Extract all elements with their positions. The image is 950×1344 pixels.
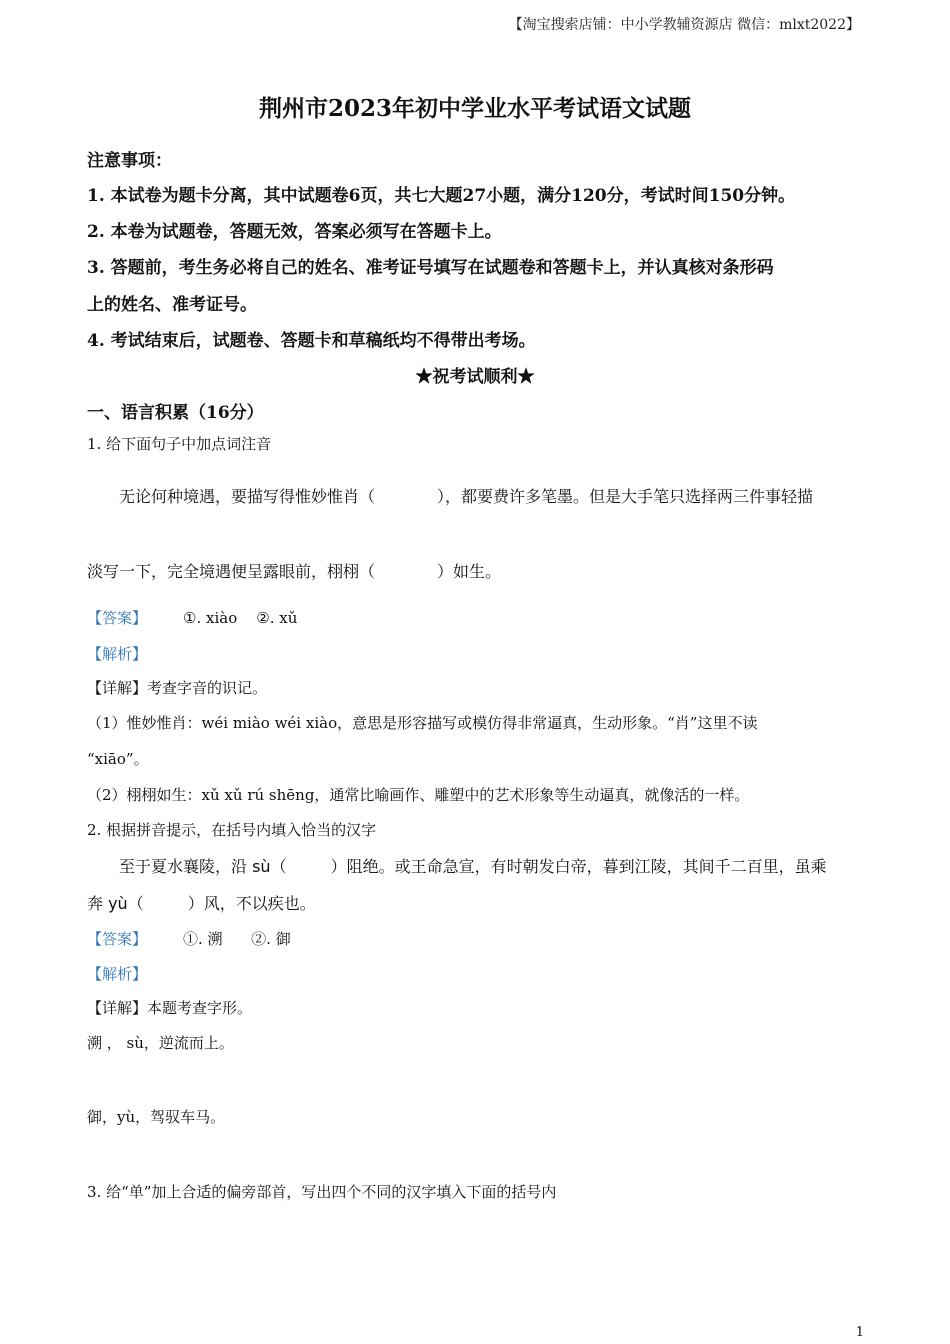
q1-text-part-a: 无论何种境遇，要描写得惟妙惟肖（ bbox=[119, 487, 376, 506]
q1-prompt: 1. 给下面句子中加点词注音 bbox=[87, 435, 272, 453]
q1-analysis-label: 【解析】 bbox=[87, 645, 148, 663]
q2-explain-2: 御，yù，驾驭车马。 bbox=[87, 1108, 226, 1126]
q2-text-part-a: 至于夏水襄陵，沿 sù（ bbox=[119, 857, 287, 876]
page-number: 1 bbox=[855, 1325, 864, 1340]
q1-text-part-b: ），都要费许多笔墨。但是大手笔只选择两三件事轻描 bbox=[437, 487, 814, 506]
q2-text-part-c: 奔 yù（ bbox=[87, 894, 144, 913]
notice-item-2: 2. 本卷为试题卷，答题无效，答案必须写在答题卡上。 bbox=[87, 222, 502, 242]
shop-header-note: 【淘宝搜索店铺：中小学教辅资源店 微信：mlxt2022】 bbox=[508, 17, 860, 33]
q2-text-part-d: ）风，不以疾也。 bbox=[187, 894, 316, 913]
q1-text-part-c: 淡写一下，完全境遇便呈露眼前，栩栩（ bbox=[87, 562, 376, 581]
q1-explain-1: （1）惟妙惟肖：wéi miào wéi xiào，意思是形容描写或模仿得非常逼真，生动形象。“肖”这里不读 bbox=[87, 714, 758, 732]
q1-detail-text: 考查字音的识记。 bbox=[147, 679, 268, 697]
q1-detail bbox=[87, 677, 267, 698]
page-title: 荆州市2023年初中学业水平考试语文试题 bbox=[258, 95, 691, 122]
q2-detail bbox=[87, 997, 252, 1018]
notice-item-3-cont: 上的姓名、准考证号。 bbox=[87, 295, 257, 315]
q2-answer-value: ①. 溯 ②. 御 bbox=[183, 930, 291, 948]
q2-answer bbox=[87, 928, 291, 949]
q2-text-part-b: ）阻绝。或王命急宣，有时朝发白帝，暮到江陵，其间千二百里，虽乘 bbox=[330, 857, 827, 876]
q2-explain-1: 溯 ， sù，逆流而上。 bbox=[87, 1034, 234, 1052]
q2-detail-text: 本题考查字形。 bbox=[147, 999, 253, 1017]
q2-prompt: 2. 根据拼音提示，在括号内填入恰当的汉字 bbox=[87, 821, 377, 839]
q2-answer-label: 【答案】 bbox=[87, 930, 148, 948]
q1-answer-value: ①. xiào ②. xǔ bbox=[183, 609, 298, 627]
notice-item-3: 3. 答题前，考生务必将自己的姓名、准考证号填写在试题卷和答题卡上，并认真核对条形码 bbox=[87, 258, 774, 278]
q2-text-line-2 bbox=[87, 891, 316, 914]
section-heading: 一、语言积累（16分） bbox=[87, 403, 264, 423]
q1-explain-2: （2）栩栩如生：xǔ xǔ rú shēng，通常比喻画作、雕塑中的艺术形象等生动逼真，就像活的一样。 bbox=[87, 786, 750, 804]
q1-detail-label: 【详解】 bbox=[87, 679, 148, 697]
q1-answer bbox=[87, 607, 297, 628]
q1-text-line-1 bbox=[119, 484, 813, 507]
q1-text-line-2 bbox=[87, 559, 501, 582]
q1-answer-label: 【答案】 bbox=[87, 609, 148, 627]
q2-text-line-1 bbox=[119, 854, 827, 877]
exam-wish: ★祝考试顺利★ bbox=[415, 367, 535, 387]
q1-explain-1-cont: “xiāo”。 bbox=[87, 750, 149, 768]
q2-analysis-label: 【解析】 bbox=[87, 965, 148, 983]
notice-item-4: 4. 考试结束后，试题卷、答题卡和草稿纸均不得带出考场。 bbox=[87, 331, 536, 351]
q3-prompt: 3. 给“单”加上合适的偏旁部首，写出四个不同的汉字填入下面的括号内 bbox=[87, 1183, 557, 1201]
notice-heading: 注意事项： bbox=[87, 151, 172, 171]
q2-detail-label: 【详解】 bbox=[87, 999, 148, 1017]
notice-item-1: 1. 本试卷为题卡分离，其中试题卷6页，共七大题27小题，满分120分，考试时间150分钟。 bbox=[87, 186, 796, 206]
q1-text-part-d: ）如生。 bbox=[437, 562, 502, 581]
